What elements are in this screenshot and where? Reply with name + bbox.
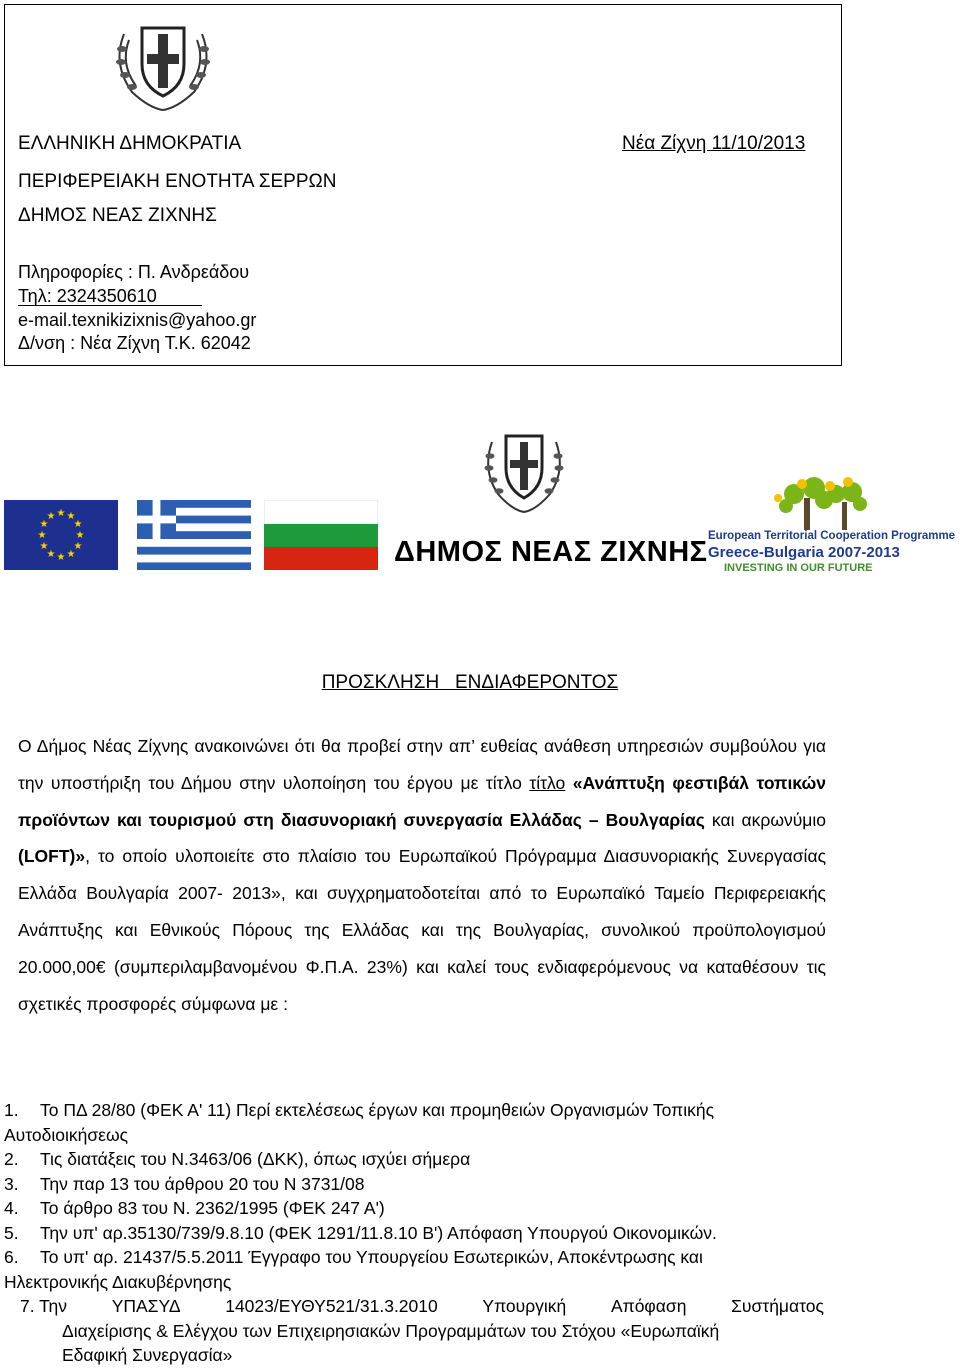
svg-text:★: ★ — [75, 530, 85, 541]
legal-item-text: Την υπ' αρ.35130/739/9.8.10 (ΦΕΚ 1291/11.8.10 Β') Απόφαση Υπουργού Οικονομικών. — [40, 1222, 717, 1243]
greek-flag-icon — [137, 500, 251, 570]
programme-tree-icon — [764, 476, 880, 532]
legal-item-text: Τις διατάξεις του Ν.3463/06 (ΔΚΚ), όπως ισχύει σήμερα — [40, 1149, 471, 1169]
legal-item-number: 3. — [4, 1173, 19, 1194]
legal-item-continuation: Αυτοδιοικήσεως — [4, 1124, 129, 1145]
legal-item-7-word: Συστήματος — [731, 1296, 824, 1316]
svg-text:★: ★ — [66, 549, 76, 560]
svg-text:★: ★ — [56, 552, 66, 563]
svg-text:★: ★ — [56, 508, 66, 519]
svg-text:★: ★ — [46, 549, 56, 560]
body-text-start: Ο Δήμος Νέας Ζίχνης ανακοινώνει ότι θα προβεί στην απ’ ευθείας ανάθεση υπηρεσιών συμβούλου για την υποστήριξη του Δήμου στην υλοποίηση του έργου με τίτλο — [18, 736, 826, 793]
legal-item-text: Το υπ' αρ. 21437/5.5.2011 Έγγραφο του Υπουργείου Εσωτερικών, Αποκέντρωσης και — [40, 1247, 703, 1267]
legal-item-number: 6. — [4, 1247, 19, 1267]
body-text-underlined: τίτλο — [529, 772, 566, 793]
document-title: ΠΡΟΣΚΛΗΣΗ ΕΝΔΙΑΦΕΡΟΝΤΟΣ — [321, 672, 619, 693]
legal-item-7 — [4, 1294, 824, 1368]
legal-item — [4, 1098, 834, 1123]
svg-text:★: ★ — [46, 511, 56, 522]
legal-item-continuation: Ηλεκτρονικής Διακυβέρνησης — [4, 1271, 232, 1292]
svg-text:★: ★ — [66, 511, 76, 522]
legal-item — [4, 1196, 834, 1221]
legal-item-text: Το ΠΔ 28/80 (ΦΕΚ Α' 11) Περί εκτελέσεως έργων και προμηθειών Οργανισμών Τοπικής — [40, 1100, 715, 1120]
body-text-acronym-intro: και ακρωνύμιο — [704, 809, 826, 830]
svg-text:★: ★ — [39, 541, 49, 552]
legal-item-number: 2. — [4, 1149, 19, 1169]
legal-item-7-word: 14023/ΕΥΘΥ521/31.3.2010 — [225, 1296, 438, 1316]
svg-text:★: ★ — [39, 519, 49, 530]
legal-item-text: Το άρθρο 83 του Ν. 2362/1995 (ΦΕΚ 247 Α') — [40, 1198, 385, 1218]
postal-address: Δ/νση : Νέα Ζίχνη Τ.Κ. 62042 — [18, 333, 251, 353]
legal-item-text: Την παρ 13 του άρθρου 20 του Ν 3731/08 — [40, 1173, 365, 1194]
legal-item-7-line3: Εδαφική Συνεργασία» — [62, 1345, 233, 1365]
bulgarian-flag-icon — [264, 500, 378, 570]
legal-item-7-line2: Διαχείρισης & Ελέγχου των Επιχειρησιακών Προγραμμάτων του Στόχου «Ευρωπαϊκή — [62, 1320, 720, 1341]
municipality-banner: ΔΗΜΟΣ ΝΕΑΣ ΖΙΧΝΗΣ — [394, 536, 708, 568]
legal-item-7-word: ΥΠΑΣΥΔ — [111, 1296, 181, 1316]
legal-item — [4, 1172, 834, 1197]
info-contact: Πληροφορίες : Π. Ανδρεάδου — [18, 262, 250, 282]
legal-item-7-word: Απόφαση — [610, 1296, 687, 1316]
country-name: ΕΛΛΗΝΙΚΗ ΔΗΜΟΚΡΑΤΙΑ — [18, 133, 242, 154]
programme-slogan: INVESTING IN OUR FUTURE — [724, 562, 873, 574]
eu-flag-icon — [4, 500, 118, 570]
project-title: «Ανάπτυξη φεστιβάλ τοπικών προϊόντων και τουρισμού στη διασυνοριακή συνεργασία Ελλάδας – Βουλγαρίας — [18, 772, 826, 830]
legal-item-7-word: Υπουργική — [482, 1296, 567, 1316]
municipality-coat-of-arms-icon — [476, 414, 572, 518]
body-text-rest: , το οποίο υλοποιείτε στο πλαίσιο του Ευρωπαϊκού Πρόγραμμα Διασυνοριακής Συνεργασίας Ελλάδα Βουλγαρία 2007- 2013», και συγχρηματοδοτείται από το Ευρωπαϊκό Ταμείο Περιφερειακής Ανάπτυξης και Εθνικούς Πόρους της Ελλάδας και της Βουλγαρίας, συνολικού προϋπολογισμού 20.000,00€ (συμπεριλαμβανομένου Φ.Π.Α. 23%) και καλεί τους ενδιαφερόμενους να καταθέσουν τις σχετικές προσφορές σύμφωνα με : — [18, 846, 826, 1014]
region-name: ΠΕΡΙΦΕΡΕΙΑΚΗ ΕΝΟΤΗΤΑ ΣΕΡΡΩΝ — [18, 171, 337, 192]
programme-name: European Territorial Cooperation Programme — [708, 530, 956, 542]
legal-item — [4, 1245, 834, 1270]
programme-period: Greece-Bulgaria 2007-2013 — [708, 544, 900, 561]
project-acronym: (LOFT)» — [18, 846, 86, 867]
legal-item-7-word: 7. Την — [20, 1296, 68, 1316]
legal-item-number: 1. — [4, 1100, 19, 1120]
phone-number: Τηλ: 2324350610 — [18, 285, 202, 306]
legal-item-number: 5. — [4, 1222, 19, 1243]
svg-text:★: ★ — [73, 519, 83, 530]
legal-item — [4, 1221, 834, 1246]
municipality-name: ΔΗΜΟΣ ΝΕΑΣ ΖΙΧΝΗΣ — [18, 205, 217, 226]
svg-text:★: ★ — [37, 530, 47, 541]
email-address[interactable]: e-mail.texnikizixnis@yahoo.gr — [18, 310, 257, 330]
legal-item-number: 4. — [4, 1198, 19, 1218]
place-date: Νέα Ζίχνη 11/10/2013 — [622, 133, 806, 154]
legal-references — [4, 1098, 834, 1294]
svg-text:★: ★ — [73, 541, 83, 552]
legal-item — [4, 1147, 834, 1172]
greek-coat-of-arms-icon — [104, 4, 222, 116]
body-paragraph — [18, 728, 826, 1022]
